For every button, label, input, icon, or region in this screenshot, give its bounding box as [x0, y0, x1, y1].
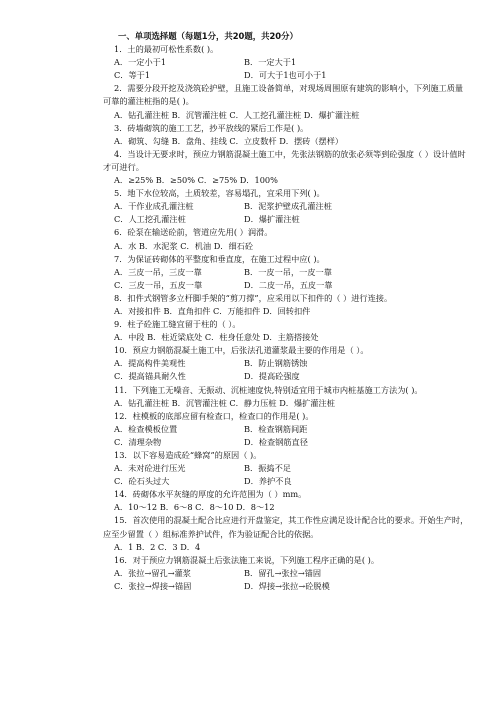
question-item	[114, 410, 470, 449]
answer-option: D．养护不良	[244, 476, 292, 487]
question-item	[114, 384, 470, 410]
answer-option: D．爆扩灌注桩	[244, 214, 300, 225]
section-title: 一、单项选择题（每题1分，共20题，共20分）	[118, 31, 298, 41]
question-stem: 3．砖墙砌筑的施工工艺，抄平放线的紧后工作是( )。	[114, 122, 309, 133]
question-stem: 4．当设计无要求时，预应力钢筋混凝土施工中，先张法钢筋的放张必须等到砼强度（ ）设计值时才可进行。	[103, 148, 466, 172]
question-item	[114, 292, 470, 318]
question-stem: 16．对于预应力钢筋混凝土后张法施工来说，下列施工程序正确的是( )。	[114, 554, 380, 565]
option-row	[114, 370, 470, 383]
option-row	[114, 56, 470, 69]
option-row	[114, 213, 470, 226]
question-stem: 14．砖砌体水平灰缝的厚度的允许范围为（ ）mm。	[114, 489, 307, 500]
option-row	[114, 475, 470, 488]
question-stem: 7．为保证砖砌体的平整度和垂直度，在施工过程中应( )。	[114, 253, 325, 264]
question-item	[114, 344, 470, 383]
question-item	[114, 318, 470, 344]
option-row	[114, 501, 470, 514]
question-stem: 12．柱模板的底部应留有检查口，检查口的作用是( )。	[114, 410, 314, 421]
option-row	[114, 305, 470, 318]
answer-option: B．防止钢筋锈蚀	[244, 358, 308, 369]
question-stem: 1．土的最初可松性系数( )。	[114, 44, 219, 55]
answer-option: A．张拉→留孔→灌浆	[114, 567, 191, 578]
option-row	[114, 423, 470, 436]
option-row	[114, 266, 470, 279]
option-row	[114, 135, 470, 148]
answer-option: C．提高锚具耐久性	[114, 371, 186, 382]
question-item	[114, 449, 470, 488]
option-row	[114, 580, 470, 593]
option-row	[114, 397, 470, 410]
answer-option: A．1 B．2 C．3 D．4	[114, 541, 201, 552]
question-stem: 15．首次使用的混凝土配合比应进行开盘鉴定，其工作性应满足设计配合比的要求。开始生产时，应至少留置（ ）组标准养护试件，作为验证配合比的依据。	[103, 515, 469, 539]
answer-option: B．一定大于1	[244, 57, 297, 68]
answer-option: B．一皮一吊，一皮一靠	[244, 266, 332, 277]
question-list	[103, 43, 470, 593]
question-item	[114, 43, 470, 82]
answer-option: D．可大于1也可小于1	[244, 70, 327, 81]
option-row	[114, 567, 470, 580]
option-row	[114, 240, 470, 253]
question-stem: 10．预应力钢筋混凝土施工中，后张法孔道灌浆最主要的作用是（ ）。	[114, 345, 369, 356]
answer-option: C．清理杂物	[114, 436, 162, 447]
answer-option: A．水 B．水泥浆 C．机油 D．细石砼	[114, 240, 254, 251]
answer-option: C．人工挖孔灌注桩	[114, 214, 186, 225]
question-item	[114, 226, 470, 252]
answer-option: D．二皮一吊，五皮一靠	[244, 279, 333, 290]
answer-option: A．钻孔灌注桩 B．沉管灌注桩 C．人工挖孔灌注桩 D．爆扩灌注桩	[114, 109, 360, 120]
answer-option: A．≥25% B．≥50% C．≥75% D．100%	[114, 175, 278, 186]
option-row	[114, 200, 470, 213]
answer-option: D．检查钢筋直径	[244, 436, 308, 447]
answer-option: A．三皮一吊，三皮一靠	[114, 266, 202, 277]
option-row	[114, 109, 470, 122]
answer-option: A．未对砼进行压光	[114, 463, 186, 474]
answer-option: B．振捣不足	[244, 463, 291, 474]
answer-option: A．干作业成孔灌注桩	[114, 201, 194, 212]
option-row	[114, 331, 470, 344]
answer-option: A．一定小于1	[114, 57, 167, 68]
option-row	[114, 279, 470, 292]
question-stem: 6．砼泵在输送砼前，管道应先用( ）润滑。	[114, 227, 273, 238]
answer-option: D．提高砼强度	[244, 371, 300, 382]
question-item	[114, 187, 470, 226]
option-row	[114, 541, 470, 554]
question-item	[103, 514, 470, 553]
answer-option: A．对接扣件 B．直角扣件 C．万能扣件 D．回转扣件	[114, 305, 311, 316]
answer-option: A．砌筑、勾缝 B．盘角、挂线 C．立皮数杆 D．摆砖（摆样）	[114, 135, 344, 146]
answer-option: A．检查模板位置	[114, 423, 178, 434]
question-stem: 8．扣件式钢管多立杆脚手架的“剪刀撑”，应采用以下扣件的（ ）进行连接。	[114, 292, 393, 303]
answer-option: B．泥浆护壁成孔灌注桩	[244, 201, 332, 212]
answer-option: A．钻孔灌注桩 B．沉管灌注桩 C．静力压桩 D．爆扩灌注桩	[114, 397, 335, 408]
question-stem: 5．地下水位较高，土质较差，容易塌孔，宜采用下列( )。	[114, 188, 325, 199]
answer-option: C．三皮一吊，五皮一靠	[114, 279, 203, 290]
question-item	[114, 488, 470, 514]
option-row	[114, 174, 470, 187]
option-row	[114, 69, 470, 82]
question-stem: 9．柱子砼施工缝宜留于柱的（ ）。	[114, 319, 241, 330]
question-item	[114, 253, 470, 292]
option-row	[114, 357, 470, 370]
question-stem: 2．需要分段开挖及浇筑砼护壁，且施工设备简单，对现场周围原有建筑的影响小，下列施工质量可靠的灌注桩指的是( )。	[103, 83, 464, 107]
question-item	[103, 148, 470, 187]
question-item	[103, 82, 470, 121]
option-row	[114, 462, 470, 475]
answer-option: C．砼石头过大	[114, 476, 170, 487]
option-row	[114, 436, 470, 449]
question-stem: 13．以下容易造成砼“蜂窝”的原因（ )。	[114, 450, 262, 460]
question-stem: 11．下列施工无噪音、无振动、沉桩速度快,特别适宜用于城市内桩基施工方法为( )。	[114, 384, 423, 395]
answer-option: B．留孔→张拉→锚固	[244, 567, 322, 578]
answer-option: A．10～12 B．6～8 C．8～10 D．8～12	[114, 502, 275, 513]
question-item	[114, 122, 470, 148]
answer-option: A．提高构件美观性	[114, 358, 186, 369]
answer-option: A．中段 B．柱近梁底处 C．柱身任意处 D．主筋搭接处	[114, 332, 319, 343]
answer-option: B．检查钢筋间距	[244, 423, 308, 434]
question-item	[114, 554, 470, 593]
answer-option: C．等于1	[114, 70, 151, 81]
exam-content	[103, 30, 470, 593]
answer-option: C．张拉→焊接→锚固	[114, 580, 192, 591]
answer-option: D．焊接→张拉→砼脱模	[244, 580, 330, 591]
